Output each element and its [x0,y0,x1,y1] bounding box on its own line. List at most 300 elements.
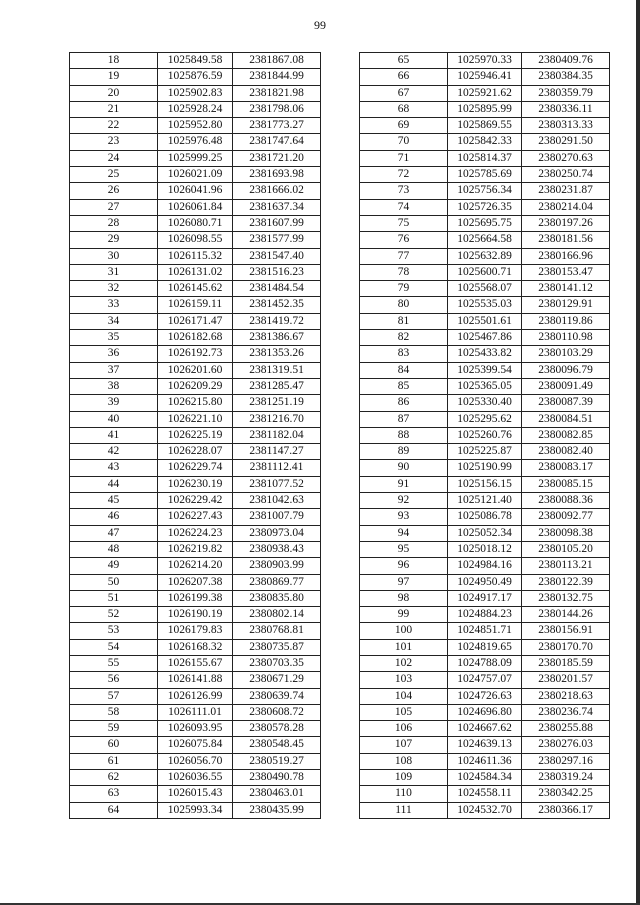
y-coordinate-cell: 2380297.16 [522,753,610,769]
point-number-cell: 107 [360,737,448,753]
point-number-cell: 62 [70,770,158,786]
y-coordinate-cell: 2381821.98 [233,85,321,101]
point-number-cell: 95 [360,541,448,557]
x-coordinate-cell: 1025869.55 [448,118,522,134]
point-number-cell: 99 [360,607,448,623]
point-number-cell: 26 [70,183,158,199]
table-row [70,346,321,362]
x-coordinate-cell: 1026021.09 [158,167,233,183]
table-row [360,118,610,134]
table-row [360,85,610,101]
point-number-cell: 60 [70,737,158,753]
point-number-cell: 43 [70,460,158,476]
x-coordinate-cell: 1026209.29 [158,378,233,394]
x-coordinate-cell: 1024639.13 [448,737,522,753]
y-coordinate-cell: 2380319.24 [522,770,610,786]
table-row [70,134,321,150]
x-coordinate-cell: 1024611.36 [448,753,522,769]
x-coordinate-cell: 1025928.24 [158,101,233,117]
y-coordinate-cell: 2381112.41 [233,460,321,476]
point-number-cell: 39 [70,395,158,411]
y-coordinate-cell: 2380113.21 [522,558,610,574]
table-row [70,655,321,671]
x-coordinate-cell: 1026111.01 [158,704,233,720]
y-coordinate-cell: 2380490.78 [233,770,321,786]
point-number-cell: 19 [70,69,158,85]
y-coordinate-cell: 2381319.51 [233,362,321,378]
table-row [70,118,321,134]
point-number-cell: 67 [360,85,448,101]
x-coordinate-cell: 1024984.16 [448,558,522,574]
y-coordinate-cell: 2380181.56 [522,232,610,248]
table-row [360,427,610,443]
table-row [70,525,321,541]
x-coordinate-cell: 1024819.65 [448,639,522,655]
x-coordinate-cell: 1025121.40 [448,493,522,509]
point-number-cell: 52 [70,607,158,623]
y-coordinate-cell: 2381844.99 [233,69,321,85]
point-number-cell: 38 [70,378,158,394]
y-coordinate-cell: 2380548.45 [233,737,321,753]
point-number-cell: 109 [360,770,448,786]
y-coordinate-cell: 2381773.27 [233,118,321,134]
table-row [360,721,610,737]
table-row [70,688,321,704]
point-number-cell: 30 [70,248,158,264]
point-number-cell: 88 [360,427,448,443]
table-row [360,558,610,574]
table-row [70,411,321,427]
point-number-cell: 69 [360,118,448,134]
point-number-cell: 65 [360,53,448,69]
y-coordinate-cell: 2380768.81 [233,623,321,639]
point-number-cell: 73 [360,183,448,199]
table-row [70,215,321,231]
table-row [360,688,610,704]
point-number-cell: 24 [70,150,158,166]
table-row [70,639,321,655]
point-number-cell: 89 [360,444,448,460]
table-row [360,493,610,509]
table-row [360,134,610,150]
point-number-cell: 50 [70,574,158,590]
table-row [70,493,321,509]
point-number-cell: 97 [360,574,448,590]
y-coordinate-cell: 2380098.38 [522,525,610,541]
table-row [360,101,610,117]
y-coordinate-cell: 2380276.03 [522,737,610,753]
point-number-cell: 68 [360,101,448,117]
y-coordinate-cell: 2381419.72 [233,313,321,329]
x-coordinate-cell: 1026061.84 [158,199,233,215]
table-row [70,69,321,85]
x-coordinate-cell: 1025946.41 [448,69,522,85]
x-coordinate-cell: 1026229.42 [158,493,233,509]
point-number-cell: 35 [70,330,158,346]
point-number-cell: 46 [70,509,158,525]
y-coordinate-cell: 2380092.77 [522,509,610,525]
y-coordinate-cell: 2380087.39 [522,395,610,411]
x-coordinate-cell: 1025190.99 [448,460,522,476]
y-coordinate-cell: 2381216.70 [233,411,321,427]
y-coordinate-cell: 2380122.39 [522,574,610,590]
y-coordinate-cell: 2380384.35 [522,69,610,85]
y-coordinate-cell: 2381577.99 [233,232,321,248]
point-number-cell: 53 [70,623,158,639]
table-row [70,737,321,753]
point-number-cell: 76 [360,232,448,248]
x-coordinate-cell: 1025976.48 [158,134,233,150]
point-number-cell: 98 [360,590,448,606]
point-number-cell: 77 [360,248,448,264]
y-coordinate-cell: 2380088.36 [522,493,610,509]
x-coordinate-cell: 1026230.19 [158,476,233,492]
x-coordinate-cell: 1024726.63 [448,688,522,704]
x-coordinate-cell: 1026093.95 [158,721,233,737]
table-row [70,770,321,786]
table-row [70,574,321,590]
y-coordinate-cell: 2381721.20 [233,150,321,166]
x-coordinate-cell: 1026225.19 [158,427,233,443]
x-coordinate-cell: 1026015.43 [158,786,233,802]
table-row [360,639,610,655]
x-coordinate-cell: 1026115.32 [158,248,233,264]
point-number-cell: 48 [70,541,158,557]
table-row [360,167,610,183]
x-coordinate-cell: 1026041.96 [158,183,233,199]
x-coordinate-cell: 1025876.59 [158,69,233,85]
table-row [70,395,321,411]
table-row [360,753,610,769]
point-number-cell: 111 [360,802,448,818]
point-number-cell: 37 [70,362,158,378]
x-coordinate-cell: 1025695.75 [448,215,522,231]
y-coordinate-cell: 2380835.80 [233,590,321,606]
point-number-cell: 103 [360,672,448,688]
x-coordinate-cell: 1025664.58 [448,232,522,248]
x-coordinate-cell: 1026080.71 [158,215,233,231]
y-coordinate-cell: 2380869.77 [233,574,321,590]
table-row [70,150,321,166]
point-number-cell: 84 [360,362,448,378]
y-coordinate-cell: 2381042.63 [233,493,321,509]
table-row [70,721,321,737]
x-coordinate-cell: 1025535.03 [448,297,522,313]
table-row [360,69,610,85]
x-coordinate-cell: 1026126.99 [158,688,233,704]
y-coordinate-cell: 2380132.75 [522,590,610,606]
x-coordinate-cell: 1024558.11 [448,786,522,802]
table-row [360,232,610,248]
y-coordinate-cell: 2380938.43 [233,541,321,557]
y-coordinate-cell: 2380608.72 [233,704,321,720]
x-coordinate-cell: 1026190.19 [158,607,233,623]
table-row [70,183,321,199]
x-coordinate-cell: 1025726.35 [448,199,522,215]
x-coordinate-cell: 1024884.23 [448,607,522,623]
point-number-cell: 72 [360,167,448,183]
x-coordinate-cell: 1026224.23 [158,525,233,541]
x-coordinate-cell: 1026171.47 [158,313,233,329]
table-row [360,655,610,671]
x-coordinate-cell: 1024917.17 [448,590,522,606]
y-coordinate-cell: 2381007.79 [233,509,321,525]
x-coordinate-cell: 1025225.87 [448,444,522,460]
table-row [360,150,610,166]
table-row [70,297,321,313]
point-number-cell: 20 [70,85,158,101]
x-coordinate-cell: 1026179.83 [158,623,233,639]
x-coordinate-cell: 1026056.70 [158,753,233,769]
point-number-cell: 51 [70,590,158,606]
y-coordinate-cell: 2380639.74 [233,688,321,704]
y-coordinate-cell: 2380197.26 [522,215,610,231]
point-number-cell: 85 [360,378,448,394]
point-number-cell: 25 [70,167,158,183]
x-coordinate-cell: 1025849.58 [158,53,233,69]
table-row [70,444,321,460]
y-coordinate-cell: 2381452.35 [233,297,321,313]
y-coordinate-cell: 2380141.12 [522,281,610,297]
table-row [70,509,321,525]
point-number-cell: 22 [70,118,158,134]
y-coordinate-cell: 2380973.04 [233,525,321,541]
y-coordinate-cell: 2381285.47 [233,378,321,394]
x-coordinate-cell: 1026145.62 [158,281,233,297]
point-number-cell: 54 [70,639,158,655]
table-row [360,215,610,231]
x-coordinate-cell: 1025952.80 [158,118,233,134]
table-row [70,101,321,117]
x-coordinate-cell: 1026219.82 [158,541,233,557]
table-row [70,281,321,297]
x-coordinate-cell: 1025993.34 [158,802,233,818]
x-coordinate-cell: 1025501.61 [448,313,522,329]
y-coordinate-cell: 2380119.86 [522,313,610,329]
y-coordinate-cell: 2381386.67 [233,330,321,346]
y-coordinate-cell: 2380435.99 [233,802,321,818]
point-number-cell: 92 [360,493,448,509]
table-row [360,444,610,460]
y-coordinate-cell: 2380096.79 [522,362,610,378]
table-row [70,558,321,574]
x-coordinate-cell: 1025086.78 [448,509,522,525]
y-coordinate-cell: 2380802.14 [233,607,321,623]
y-coordinate-cell: 2380166.96 [522,248,610,264]
x-coordinate-cell: 1026131.02 [158,264,233,280]
x-coordinate-cell: 1026155.67 [158,655,233,671]
point-number-cell: 93 [360,509,448,525]
y-coordinate-cell: 2381867.08 [233,53,321,69]
x-coordinate-cell: 1026141.88 [158,672,233,688]
table-row [70,362,321,378]
table-row [360,346,610,362]
y-coordinate-cell: 2380578.28 [233,721,321,737]
y-coordinate-cell: 2380218.63 [522,688,610,704]
x-coordinate-cell: 1024950.49 [448,574,522,590]
y-coordinate-cell: 2380342.25 [522,786,610,802]
point-number-cell: 33 [70,297,158,313]
x-coordinate-cell: 1026168.32 [158,639,233,655]
point-number-cell: 31 [70,264,158,280]
y-coordinate-cell: 2380366.17 [522,802,610,818]
x-coordinate-cell: 1025842.33 [448,134,522,150]
point-number-cell: 110 [360,786,448,802]
y-coordinate-cell: 2381353.26 [233,346,321,362]
x-coordinate-cell: 1024532.70 [448,802,522,818]
table-row [360,574,610,590]
point-number-cell: 96 [360,558,448,574]
y-coordinate-cell: 2381547.40 [233,248,321,264]
table-row [360,248,610,264]
x-coordinate-cell: 1026159.11 [158,297,233,313]
point-number-cell: 80 [360,297,448,313]
table-row [70,199,321,215]
table-row [70,330,321,346]
table-row [360,199,610,215]
x-coordinate-cell: 1026207.38 [158,574,233,590]
y-coordinate-cell: 2381516.23 [233,264,321,280]
x-coordinate-cell: 1024788.09 [448,655,522,671]
table-row [70,427,321,443]
x-coordinate-cell: 1025970.33 [448,53,522,69]
x-coordinate-cell: 1026182.68 [158,330,233,346]
table-row [70,590,321,606]
x-coordinate-cell: 1024757.07 [448,672,522,688]
table-row [360,281,610,297]
table-row [70,607,321,623]
table-row [360,362,610,378]
point-number-cell: 64 [70,802,158,818]
y-coordinate-cell: 2380703.35 [233,655,321,671]
y-coordinate-cell: 2381798.06 [233,101,321,117]
y-coordinate-cell: 2380129.91 [522,297,610,313]
point-number-cell: 74 [360,199,448,215]
table-row [70,264,321,280]
y-coordinate-cell: 2380201.57 [522,672,610,688]
x-coordinate-cell: 1025260.76 [448,427,522,443]
table-row [360,378,610,394]
point-number-cell: 27 [70,199,158,215]
point-number-cell: 55 [70,655,158,671]
point-number-cell: 36 [70,346,158,362]
point-number-cell: 90 [360,460,448,476]
table-row [70,672,321,688]
y-coordinate-cell: 2381251.19 [233,395,321,411]
y-coordinate-cell: 2380170.70 [522,639,610,655]
x-coordinate-cell: 1026221.10 [158,411,233,427]
y-coordinate-cell: 2380250.74 [522,167,610,183]
point-number-cell: 100 [360,623,448,639]
x-coordinate-cell: 1024667.62 [448,721,522,737]
y-coordinate-cell: 2380214.04 [522,199,610,215]
x-coordinate-cell: 1026075.84 [158,737,233,753]
table-row [360,476,610,492]
point-number-cell: 75 [360,215,448,231]
page-number: 99 [314,18,326,32]
x-coordinate-cell: 1025921.62 [448,85,522,101]
table-row [70,248,321,264]
point-number-cell: 41 [70,427,158,443]
table-row [360,460,610,476]
y-coordinate-cell: 2381666.02 [233,183,321,199]
x-coordinate-cell: 1025632.89 [448,248,522,264]
table-row [360,525,610,541]
point-number-cell: 71 [360,150,448,166]
table-row [70,53,321,69]
x-coordinate-cell: 1025756.34 [448,183,522,199]
table-row [360,297,610,313]
y-coordinate-cell: 2380153.47 [522,264,610,280]
x-coordinate-cell: 1024584.34 [448,770,522,786]
point-number-cell: 40 [70,411,158,427]
y-coordinate-cell: 2381637.34 [233,199,321,215]
point-number-cell: 94 [360,525,448,541]
x-coordinate-cell: 1025399.54 [448,362,522,378]
table-row [360,786,610,802]
point-number-cell: 44 [70,476,158,492]
point-number-cell: 105 [360,704,448,720]
point-number-cell: 63 [70,786,158,802]
y-coordinate-cell: 2380735.87 [233,639,321,655]
point-number-cell: 56 [70,672,158,688]
y-coordinate-cell: 2380336.11 [522,101,610,117]
y-coordinate-cell: 2380903.99 [233,558,321,574]
table-row [360,395,610,411]
point-number-cell: 101 [360,639,448,655]
table-row [360,264,610,280]
point-number-cell: 34 [70,313,158,329]
table-row [360,183,610,199]
y-coordinate-cell: 2380091.49 [522,378,610,394]
y-coordinate-cell: 2380084.51 [522,411,610,427]
x-coordinate-cell: 1024696.80 [448,704,522,720]
table-row [70,753,321,769]
table-row [70,704,321,720]
point-number-cell: 32 [70,281,158,297]
x-coordinate-cell: 1026228.07 [158,444,233,460]
x-coordinate-cell: 1026214.20 [158,558,233,574]
table-row [70,786,321,802]
y-coordinate-cell: 2380270.63 [522,150,610,166]
point-number-cell: 45 [70,493,158,509]
x-coordinate-cell: 1025295.62 [448,411,522,427]
table-row [70,167,321,183]
y-coordinate-cell: 2380359.79 [522,85,610,101]
point-number-cell: 18 [70,53,158,69]
table-row [70,232,321,248]
point-number-cell: 23 [70,134,158,150]
x-coordinate-cell: 1025433.82 [448,346,522,362]
y-coordinate-cell: 2380313.33 [522,118,610,134]
point-number-cell: 83 [360,346,448,362]
y-coordinate-cell: 2380082.85 [522,427,610,443]
table-row [360,53,610,69]
y-coordinate-cell: 2380083.17 [522,460,610,476]
y-coordinate-cell: 2380156.91 [522,623,610,639]
x-coordinate-cell: 1025018.12 [448,541,522,557]
y-coordinate-cell: 2381484.54 [233,281,321,297]
y-coordinate-cell: 2381182.04 [233,427,321,443]
x-coordinate-cell: 1025902.83 [158,85,233,101]
point-number-cell: 87 [360,411,448,427]
point-number-cell: 102 [360,655,448,671]
coordinates-table-left [69,52,321,819]
scan-edge-shadow [636,0,640,905]
table-row [70,541,321,557]
x-coordinate-cell: 1025785.69 [448,167,522,183]
table-row [360,623,610,639]
